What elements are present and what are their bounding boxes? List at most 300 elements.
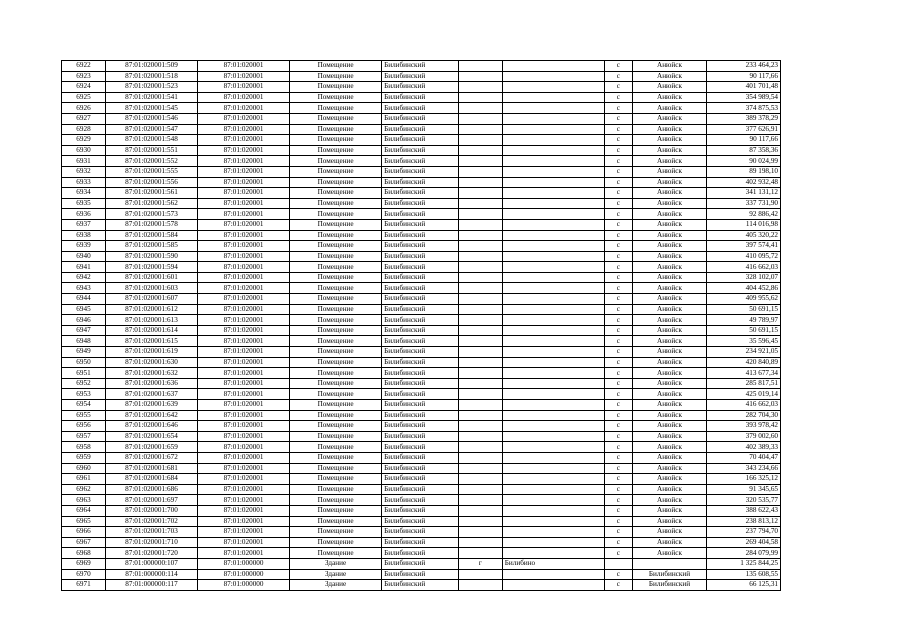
object-type-cell: Помещение [290, 262, 382, 273]
cadastral-number-cell: 87:01:020001:548 [105, 135, 197, 146]
settlement-cell: Анюйск [632, 410, 707, 421]
city-cell [502, 421, 604, 432]
city-cell [502, 431, 604, 442]
settlement-cell: Анюйск [632, 283, 707, 294]
row-number-cell: 6934 [62, 188, 106, 199]
value-cell: 337 731,90 [707, 198, 781, 209]
district-cell: Билибинский [382, 527, 459, 538]
district-cell: Билибинский [382, 230, 459, 241]
city-cell [502, 548, 604, 559]
locality-type-cell [458, 495, 502, 506]
city-cell [502, 219, 604, 230]
value-cell: 269 404,58 [707, 537, 781, 548]
settlement-type-cell: с [605, 569, 633, 580]
settlement-type-cell: с [605, 209, 633, 220]
object-type-cell: Помещение [290, 505, 382, 516]
cadastral-quarter-cell: 87:01:020001 [198, 198, 290, 209]
locality-type-cell [458, 124, 502, 135]
object-type-cell: Помещение [290, 336, 382, 347]
cadastral-quarter-cell: 87:01:020001 [198, 166, 290, 177]
settlement-cell: Анюйск [632, 537, 707, 548]
settlement-cell: Анюйск [632, 177, 707, 188]
district-cell: Билибинский [382, 505, 459, 516]
settlement-type-cell: с [605, 537, 633, 548]
settlement-cell: Анюйск [632, 103, 707, 114]
cadastral-quarter-cell: 87:01:020001 [198, 463, 290, 474]
locality-type-cell: г [458, 558, 502, 569]
locality-type-cell [458, 103, 502, 114]
cadastral-number-cell: 87:01:020001:541 [105, 92, 197, 103]
row-number-cell: 6967 [62, 537, 106, 548]
cadastral-quarter-cell: 87:01:020001 [198, 378, 290, 389]
value-cell: 416 662,03 [707, 400, 781, 411]
cadastral-quarter-cell: 87:01:020001 [198, 325, 290, 336]
object-type-cell: Помещение [290, 389, 382, 400]
cadastral-quarter-cell: 87:01:020001 [198, 209, 290, 220]
value-cell: 237 794,70 [707, 527, 781, 538]
settlement-cell: Анюйск [632, 431, 707, 442]
district-cell: Билибинский [382, 71, 459, 82]
settlement-type-cell: с [605, 442, 633, 453]
settlement-cell: Анюйск [632, 251, 707, 262]
row-number-cell: 6971 [62, 580, 106, 591]
locality-type-cell [458, 548, 502, 559]
city-cell [502, 357, 604, 368]
settlement-cell: Анюйск [632, 61, 707, 72]
district-cell: Билибинский [382, 389, 459, 400]
row-number-cell: 6961 [62, 474, 106, 485]
settlement-type-cell: с [605, 241, 633, 252]
table-row [62, 527, 781, 538]
cadastral-number-cell: 87:01:020001:619 [105, 347, 197, 358]
cadastral-quarter-cell: 87:01:020001 [198, 103, 290, 114]
row-number-cell: 6951 [62, 368, 106, 379]
city-cell [502, 145, 604, 156]
row-number-cell: 6923 [62, 71, 106, 82]
cadastral-number-cell: 87:01:020001:615 [105, 336, 197, 347]
settlement-cell: Анюйск [632, 421, 707, 432]
value-cell: 114 016,98 [707, 219, 781, 230]
city-cell [502, 537, 604, 548]
locality-type-cell [458, 527, 502, 538]
settlement-type-cell: с [605, 357, 633, 368]
cadastral-number-cell: 87:01:020001:601 [105, 272, 197, 283]
object-type-cell: Помещение [290, 124, 382, 135]
locality-type-cell [458, 463, 502, 474]
value-cell: 397 574,41 [707, 241, 781, 252]
settlement-type-cell: с [605, 452, 633, 463]
cadastral-quarter-cell: 87:01:020001 [198, 145, 290, 156]
value-cell: 89 198,10 [707, 166, 781, 177]
cadastral-quarter-cell: 87:01:020001 [198, 82, 290, 93]
district-cell: Билибинский [382, 209, 459, 220]
cadastral-quarter-cell: 87:01:020001 [198, 410, 290, 421]
settlement-type-cell: с [605, 315, 633, 326]
settlement-cell: Анюйск [632, 71, 707, 82]
district-cell: Билибинский [382, 304, 459, 315]
cadastral-number-cell: 87:01:020001:603 [105, 283, 197, 294]
table-row [62, 336, 781, 347]
table-row [62, 325, 781, 336]
city-cell [502, 177, 604, 188]
cadastral-number-cell: 87:01:020001:614 [105, 325, 197, 336]
settlement-type-cell: с [605, 495, 633, 506]
value-cell: 233 464,23 [707, 61, 781, 72]
value-cell: 388 622,43 [707, 505, 781, 516]
city-cell [502, 484, 604, 495]
value-cell: 343 234,66 [707, 463, 781, 474]
cadastral-number-cell: 87:01:020001:672 [105, 452, 197, 463]
object-type-cell: Помещение [290, 442, 382, 453]
district-cell: Билибинский [382, 135, 459, 146]
value-cell: 50 691,15 [707, 304, 781, 315]
cadastral-quarter-cell: 87:01:000000 [198, 580, 290, 591]
cadastral-quarter-cell: 87:01:020001 [198, 156, 290, 167]
table-row [62, 71, 781, 82]
settlement-cell: Анюйск [632, 378, 707, 389]
cadastral-quarter-cell: 87:01:020001 [198, 177, 290, 188]
cadastral-number-cell: 87:01:020001:697 [105, 495, 197, 506]
object-type-cell: Помещение [290, 219, 382, 230]
settlement-type-cell: с [605, 166, 633, 177]
district-cell: Билибинский [382, 219, 459, 230]
settlement-type-cell: с [605, 156, 633, 167]
object-type-cell: Помещение [290, 378, 382, 389]
district-cell: Билибинский [382, 474, 459, 485]
locality-type-cell [458, 452, 502, 463]
cadastral-quarter-cell: 87:01:000000 [198, 569, 290, 580]
object-type-cell: Помещение [290, 294, 382, 305]
row-number-cell: 6970 [62, 569, 106, 580]
row-number-cell: 6942 [62, 272, 106, 283]
settlement-cell: Анюйск [632, 198, 707, 209]
row-number-cell: 6957 [62, 431, 106, 442]
table-row [62, 198, 781, 209]
row-number-cell: 6945 [62, 304, 106, 315]
locality-type-cell [458, 378, 502, 389]
locality-type-cell [458, 442, 502, 453]
cadastral-quarter-cell: 87:01:020001 [198, 294, 290, 305]
cadastral-number-cell: 87:01:020001:612 [105, 304, 197, 315]
object-type-cell: Помещение [290, 516, 382, 527]
cadastral-quarter-cell: 87:01:020001 [198, 230, 290, 241]
city-cell [502, 304, 604, 315]
table-row [62, 378, 781, 389]
cadastral-quarter-cell: 87:01:020001 [198, 241, 290, 252]
value-cell: 234 921,05 [707, 347, 781, 358]
row-number-cell: 6948 [62, 336, 106, 347]
cadastral-number-cell: 87:01:020001:585 [105, 241, 197, 252]
row-number-cell: 6968 [62, 548, 106, 559]
value-cell: 49 789,97 [707, 315, 781, 326]
table-row [62, 548, 781, 559]
cadastral-quarter-cell: 87:01:020001 [198, 219, 290, 230]
table-row [62, 452, 781, 463]
settlement-cell: Анюйск [632, 145, 707, 156]
object-type-cell: Помещение [290, 209, 382, 220]
settlement-cell: Анюйск [632, 484, 707, 495]
property-table-body [62, 61, 781, 591]
district-cell: Билибинский [382, 198, 459, 209]
cadastral-quarter-cell: 87:01:020001 [198, 71, 290, 82]
cadastral-number-cell: 87:01:020001:556 [105, 177, 197, 188]
row-number-cell: 6926 [62, 103, 106, 114]
district-cell: Билибинский [382, 92, 459, 103]
district-cell: Билибинский [382, 315, 459, 326]
locality-type-cell [458, 537, 502, 548]
row-number-cell: 6947 [62, 325, 106, 336]
settlement-cell: Анюйск [632, 124, 707, 135]
locality-type-cell [458, 505, 502, 516]
district-cell: Билибинский [382, 241, 459, 252]
row-number-cell: 6950 [62, 357, 106, 368]
object-type-cell: Помещение [290, 113, 382, 124]
settlement-type-cell: с [605, 368, 633, 379]
value-cell: 320 535,77 [707, 495, 781, 506]
table-row [62, 145, 781, 156]
settlement-type-cell: с [605, 516, 633, 527]
settlement-cell: Анюйск [632, 336, 707, 347]
locality-type-cell [458, 188, 502, 199]
city-cell [502, 251, 604, 262]
locality-type-cell [458, 230, 502, 241]
cadastral-number-cell: 87:01:020001:642 [105, 410, 197, 421]
settlement-cell: Анюйск [632, 272, 707, 283]
value-cell: 402 932,48 [707, 177, 781, 188]
row-number-cell: 6932 [62, 166, 106, 177]
settlement-cell: Анюйск [632, 463, 707, 474]
object-type-cell: Помещение [290, 431, 382, 442]
value-cell: 377 626,91 [707, 124, 781, 135]
object-type-cell: Помещение [290, 357, 382, 368]
settlement-type-cell: с [605, 463, 633, 474]
value-cell: 90 024,99 [707, 156, 781, 167]
settlement-cell: Анюйск [632, 304, 707, 315]
cadastral-number-cell: 87:01:020001:523 [105, 82, 197, 93]
value-cell: 374 875,53 [707, 103, 781, 114]
table-row [62, 124, 781, 135]
cadastral-number-cell: 87:01:020001:573 [105, 209, 197, 220]
cadastral-number-cell: 87:01:000000:107 [105, 558, 197, 569]
district-cell: Билибинский [382, 103, 459, 114]
city-cell [502, 188, 604, 199]
city-cell [502, 442, 604, 453]
settlement-cell: Анюйск [632, 548, 707, 559]
object-type-cell: Помещение [290, 251, 382, 262]
settlement-type-cell: с [605, 135, 633, 146]
settlement-cell: Анюйск [632, 325, 707, 336]
district-cell: Билибинский [382, 336, 459, 347]
cadastral-number-cell: 87:01:020001:518 [105, 71, 197, 82]
city-cell [502, 241, 604, 252]
cadastral-number-cell: 87:01:020001:509 [105, 61, 197, 72]
row-number-cell: 6935 [62, 198, 106, 209]
value-cell: 282 704,30 [707, 410, 781, 421]
city-cell [502, 527, 604, 538]
table-row [62, 558, 781, 569]
settlement-type-cell: с [605, 484, 633, 495]
locality-type-cell [458, 251, 502, 262]
district-cell: Билибинский [382, 400, 459, 411]
cadastral-quarter-cell: 87:01:020001 [198, 548, 290, 559]
district-cell: Билибинский [382, 378, 459, 389]
settlement-cell: Анюйск [632, 188, 707, 199]
table-row [62, 569, 781, 580]
settlement-cell: Билибинский [632, 569, 707, 580]
district-cell: Билибинский [382, 272, 459, 283]
settlement-type-cell: с [605, 219, 633, 230]
city-cell: Билибино [502, 558, 604, 569]
settlement-cell [632, 558, 707, 569]
city-cell [502, 124, 604, 135]
locality-type-cell [458, 336, 502, 347]
table-row [62, 219, 781, 230]
value-cell: 425 019,14 [707, 389, 781, 400]
district-cell: Билибинский [382, 325, 459, 336]
district-cell: Билибинский [382, 294, 459, 305]
cadastral-number-cell: 87:01:020001:607 [105, 294, 197, 305]
settlement-cell: Анюйск [632, 294, 707, 305]
object-type-cell: Помещение [290, 484, 382, 495]
city-cell [502, 283, 604, 294]
cadastral-quarter-cell: 87:01:020001 [198, 304, 290, 315]
object-type-cell: Помещение [290, 135, 382, 146]
object-type-cell: Помещение [290, 452, 382, 463]
table-row [62, 474, 781, 485]
settlement-type-cell: с [605, 61, 633, 72]
settlement-cell: Анюйск [632, 219, 707, 230]
settlement-cell: Анюйск [632, 166, 707, 177]
locality-type-cell [458, 61, 502, 72]
cadastral-quarter-cell: 87:01:020001 [198, 389, 290, 400]
row-number-cell: 6960 [62, 463, 106, 474]
city-cell [502, 474, 604, 485]
locality-type-cell [458, 272, 502, 283]
settlement-cell: Анюйск [632, 113, 707, 124]
row-number-cell: 6955 [62, 410, 106, 421]
district-cell: Билибинский [382, 580, 459, 591]
object-type-cell: Помещение [290, 347, 382, 358]
cadastral-quarter-cell: 87:01:020001 [198, 124, 290, 135]
city-cell [502, 166, 604, 177]
cadastral-number-cell: 87:01:020001:681 [105, 463, 197, 474]
settlement-type-cell: с [605, 177, 633, 188]
value-cell: 413 677,34 [707, 368, 781, 379]
cadastral-quarter-cell: 87:01:020001 [198, 92, 290, 103]
cadastral-number-cell: 87:01:020001:702 [105, 516, 197, 527]
settlement-type-cell: с [605, 262, 633, 273]
object-type-cell: Помещение [290, 400, 382, 411]
city-cell [502, 569, 604, 580]
object-type-cell: Помещение [290, 537, 382, 548]
row-number-cell: 6938 [62, 230, 106, 241]
table-row [62, 294, 781, 305]
locality-type-cell [458, 145, 502, 156]
value-cell: 328 102,07 [707, 272, 781, 283]
settlement-cell: Анюйск [632, 495, 707, 506]
table-row [62, 580, 781, 591]
row-number-cell: 6931 [62, 156, 106, 167]
district-cell: Билибинский [382, 442, 459, 453]
table-row [62, 410, 781, 421]
locality-type-cell [458, 304, 502, 315]
object-type-cell: Помещение [290, 548, 382, 559]
city-cell [502, 336, 604, 347]
cadastral-number-cell: 87:01:020001:630 [105, 357, 197, 368]
object-type-cell: Помещение [290, 177, 382, 188]
settlement-type-cell: с [605, 474, 633, 485]
value-cell: 402 389,33 [707, 442, 781, 453]
settlement-type-cell: с [605, 198, 633, 209]
settlement-type-cell: с [605, 113, 633, 124]
value-cell: 410 095,72 [707, 251, 781, 262]
cadastral-number-cell: 87:01:020001:594 [105, 262, 197, 273]
district-cell: Билибинский [382, 166, 459, 177]
value-cell: 1 325 844,25 [707, 558, 781, 569]
value-cell: 420 840,89 [707, 357, 781, 368]
city-cell [502, 516, 604, 527]
row-number-cell: 6952 [62, 378, 106, 389]
district-cell: Билибинский [382, 145, 459, 156]
object-type-cell: Помещение [290, 156, 382, 167]
row-number-cell: 6962 [62, 484, 106, 495]
city-cell [502, 452, 604, 463]
value-cell: 66 125,31 [707, 580, 781, 591]
cadastral-number-cell: 87:01:020001:555 [105, 166, 197, 177]
district-cell: Билибинский [382, 410, 459, 421]
locality-type-cell [458, 283, 502, 294]
table-row [62, 505, 781, 516]
settlement-type-cell [605, 558, 633, 569]
locality-type-cell [458, 516, 502, 527]
settlement-cell: Анюйск [632, 347, 707, 358]
cadastral-number-cell: 87:01:020001:552 [105, 156, 197, 167]
district-cell: Билибинский [382, 463, 459, 474]
table-row [62, 368, 781, 379]
locality-type-cell [458, 368, 502, 379]
city-cell [502, 378, 604, 389]
locality-type-cell [458, 325, 502, 336]
value-cell: 92 886,42 [707, 209, 781, 220]
row-number-cell: 6963 [62, 495, 106, 506]
settlement-cell: Анюйск [632, 230, 707, 241]
city-cell [502, 103, 604, 114]
object-type-cell: Помещение [290, 166, 382, 177]
table-row [62, 431, 781, 442]
row-number-cell: 6928 [62, 124, 106, 135]
cadastral-number-cell: 87:01:020001:551 [105, 145, 197, 156]
value-cell: 389 378,29 [707, 113, 781, 124]
district-cell: Билибинский [382, 558, 459, 569]
district-cell: Билибинский [382, 516, 459, 527]
locality-type-cell [458, 198, 502, 209]
row-number-cell: 6959 [62, 452, 106, 463]
settlement-cell: Анюйск [632, 389, 707, 400]
settlement-cell: Анюйск [632, 442, 707, 453]
settlement-type-cell: с [605, 421, 633, 432]
locality-type-cell [458, 389, 502, 400]
object-type-cell: Помещение [290, 71, 382, 82]
locality-type-cell [458, 315, 502, 326]
object-type-cell: Здание [290, 569, 382, 580]
settlement-type-cell: с [605, 400, 633, 411]
table-row [62, 209, 781, 220]
settlement-type-cell: с [605, 378, 633, 389]
city-cell [502, 82, 604, 93]
settlement-type-cell: с [605, 188, 633, 199]
settlement-type-cell: с [605, 82, 633, 93]
settlement-cell: Анюйск [632, 357, 707, 368]
